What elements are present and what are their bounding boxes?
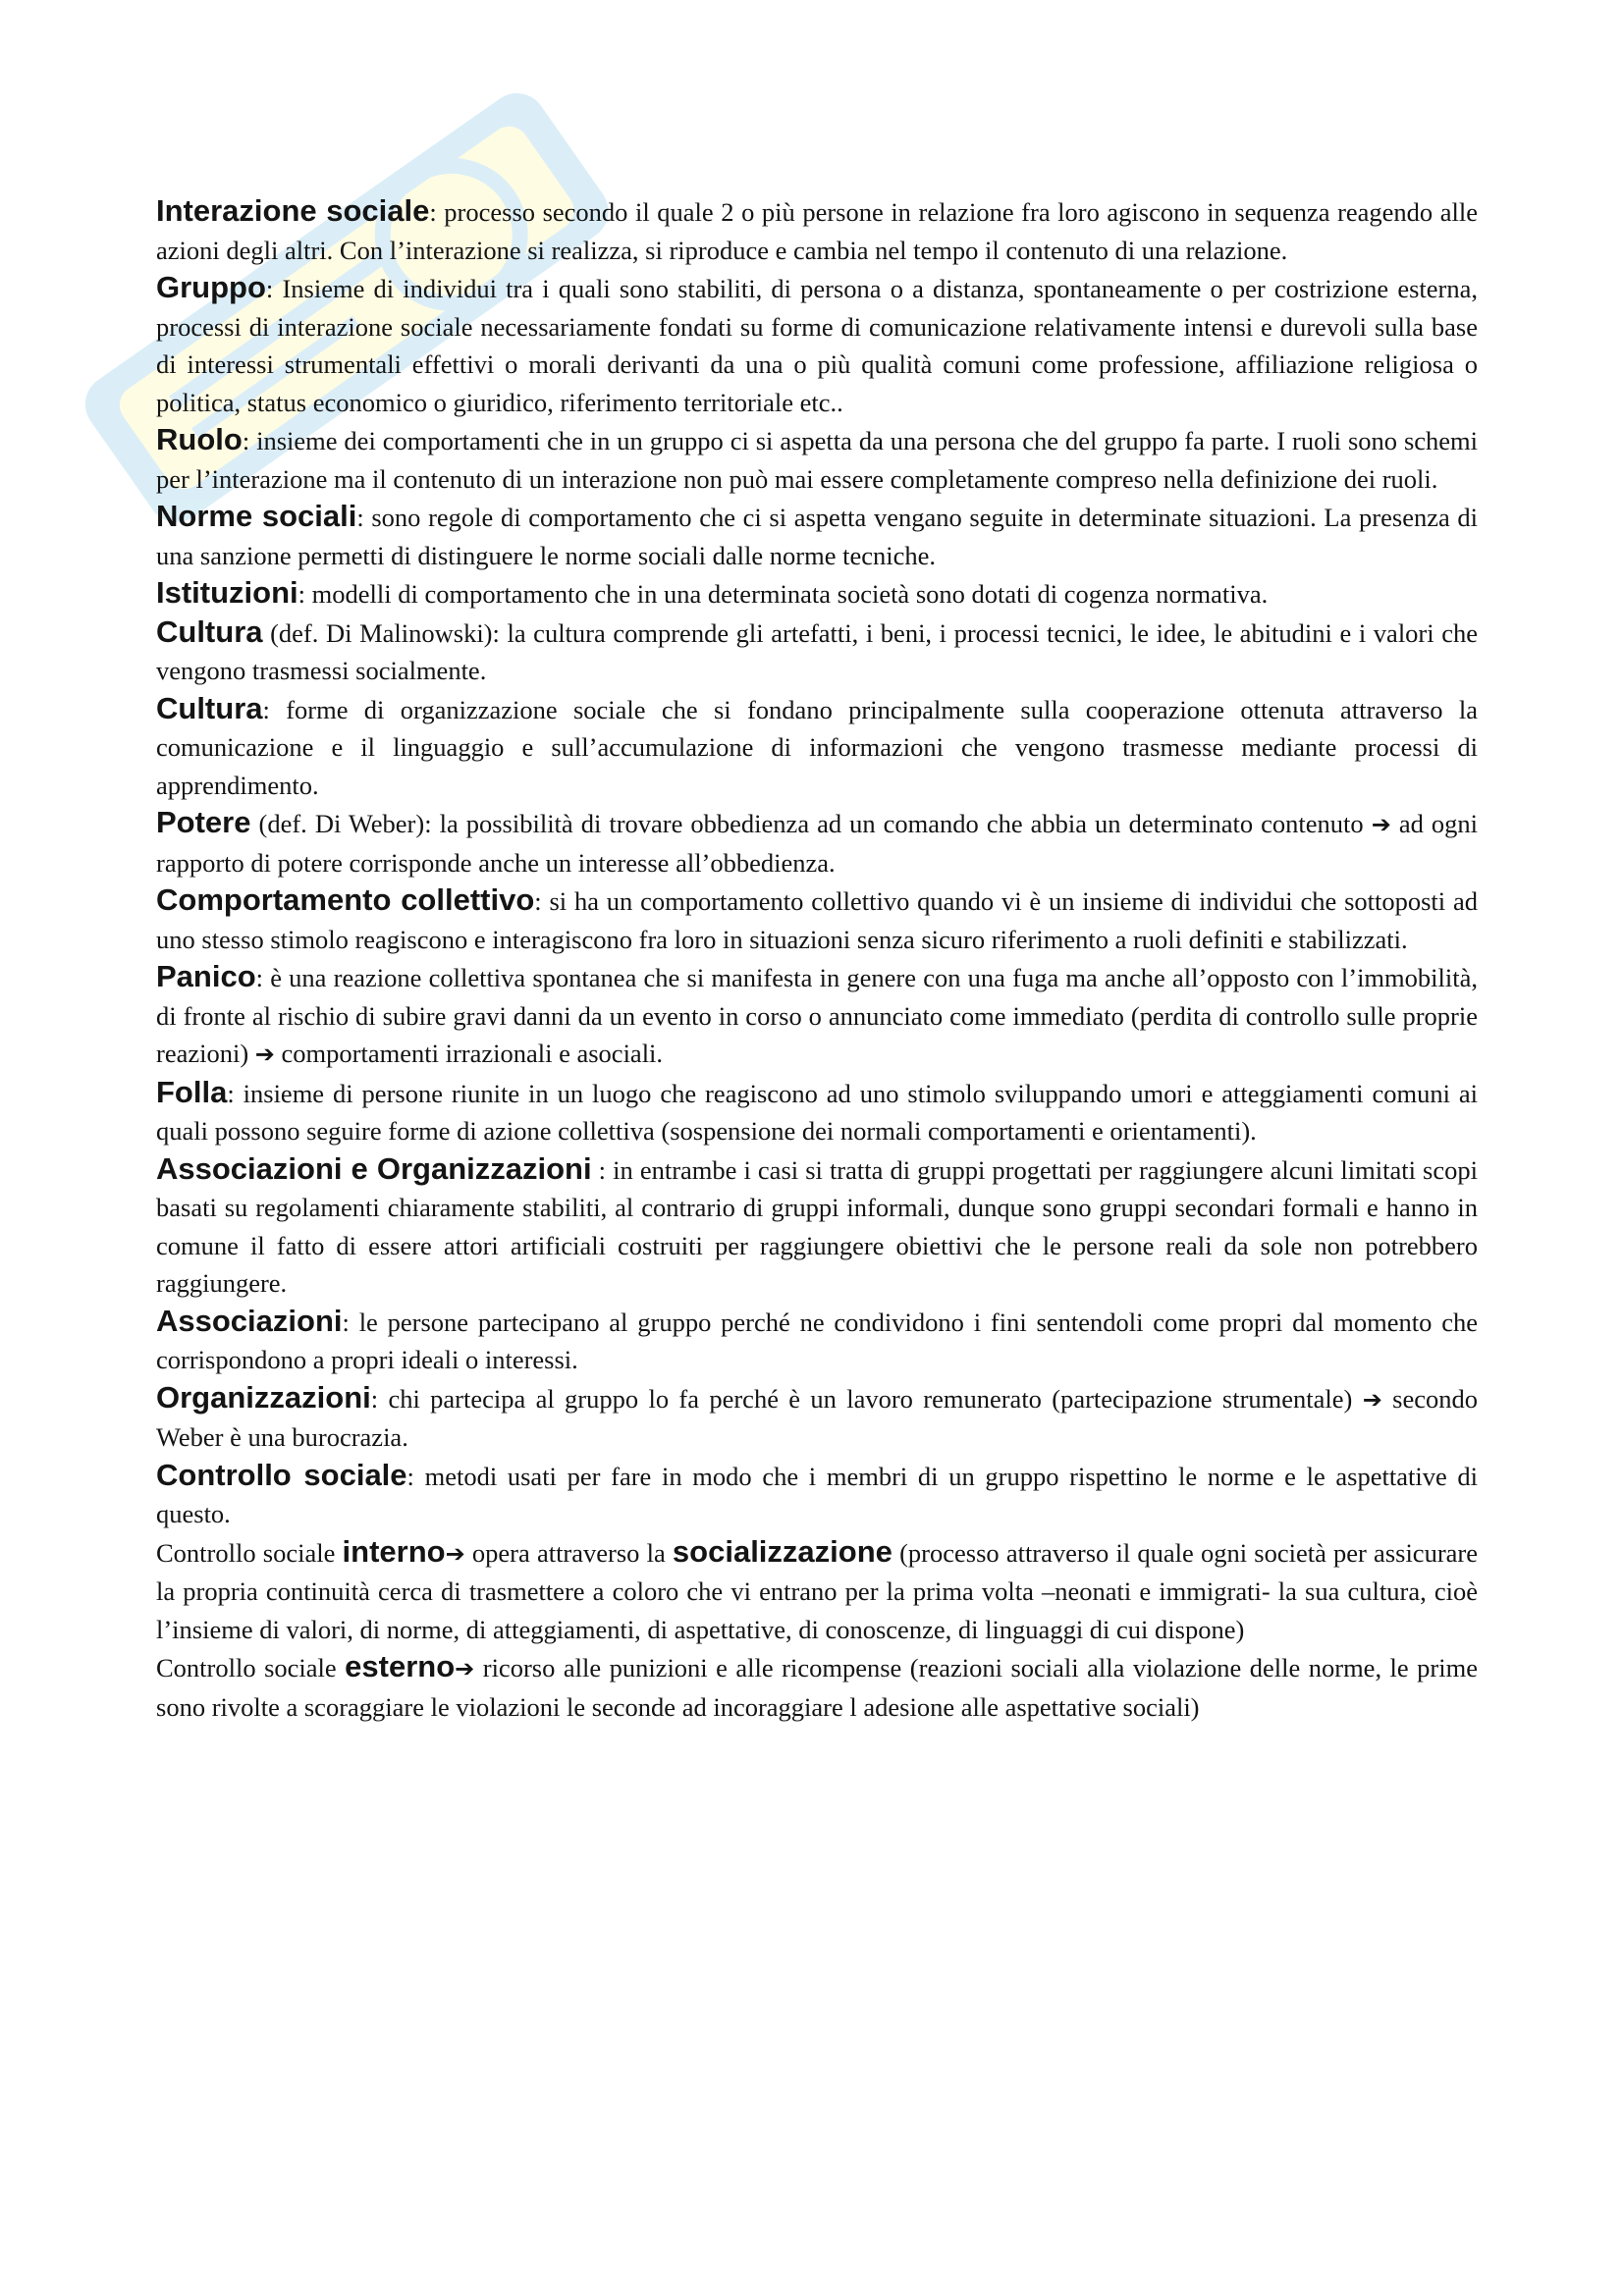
- term: Controllo sociale: [156, 1457, 407, 1492]
- term: Cultura: [156, 690, 263, 725]
- arrow-right-icon: ➔: [254, 1041, 275, 1068]
- definition-text-continued: comportamenti irrazionali e asociali.: [274, 1039, 664, 1068]
- definition-text: : metodi usati per fare in modo che i membri di un gruppo rispettino le norme e le aspettative di questo.: [156, 1461, 1478, 1528]
- definition-text-continued: (processo attraverso il quale ogni società per assicurare la propria continuità cerca di trasmettere a coloro che vi entrano per la prima volta –neonati e immigrati- la sua cultura, cioè l’insieme di valori, di norme, di atteggiamenti, di aspettative, di conoscenze, di linguaggi di cui dispone): [156, 1537, 1478, 1644]
- definition-associazioni: [156, 1303, 1478, 1379]
- arrow-right-icon: ➔: [455, 1655, 475, 1682]
- document-body: [156, 192, 1478, 1726]
- definition-norme-sociali: [156, 498, 1478, 574]
- definition-text: : si ha un comportamento collettivo quando vi è un insieme di individui che sottoposti ad uno stesso stimolo reagiscono e interagiscono fra loro in situazioni senza sicuro riferimento a ruoli definiti e stabilizzati.: [156, 886, 1478, 954]
- arrow-right-icon: ➔: [1362, 1385, 1382, 1414]
- term: Organizzazioni: [156, 1379, 371, 1415]
- definition-text: : le persone partecipano al gruppo perché ne condividono i fini sentendoli come propri dal momento che corrispondono a propri ideali o interessi.: [156, 1307, 1478, 1374]
- term: Panico: [156, 959, 256, 993]
- definition-ruolo: [156, 421, 1478, 498]
- definition-text: : insieme di persone riunite in un luogo che reagiscono ad uno stimolo sviluppando umori e atteggiamenti comuni ai quali possono seguire forme di azione collettiva (sospensione dei normali comportamenti e orientamenti).: [156, 1078, 1478, 1146]
- definition-text: : forme di organizzazione sociale che si fondano principalmente sulla cooperazione ottenuta attraverso la comunicazione e il linguaggio e sull’accumulazione di informazioni che vengono trasmesse mediante processi di apprendimento.: [156, 694, 1478, 800]
- term: Cultura: [156, 614, 263, 649]
- definition-text: : insieme dei comportamenti che in un gruppo ci si aspetta da una persona che del gruppo fa parte. I ruoli sono schemi per l’interazione ma il contenuto di un interazione non può mai essere completamente compreso nella definizione dei ruoli.: [156, 426, 1478, 494]
- term: esterno: [345, 1649, 456, 1683]
- definition-controllo-interno: [156, 1533, 1478, 1649]
- definition-text: (def. Di Weber): la possibilità di trovare obbedienza ad un comando che abbia un determinato contenuto: [250, 809, 1364, 838]
- definition-gruppo: [156, 269, 1478, 421]
- definition-text: : è una reazione collettiva spontanea che si manifesta in genere con una fuga ma anche all’opposto con l’immobilità, di fronte al rischio di subire gravi danni da un evento in corso o annunciato come immediato (perdita di controllo sulle proprie reazioni): [156, 963, 1478, 1068]
- definition-istituzioni: [156, 574, 1478, 614]
- definition-text-continued: ad ogni rapporto di potere corrisponde anche un interesse all’obbedienza.: [156, 809, 1478, 878]
- definition-controllo-sociale: [156, 1457, 1478, 1533]
- term: interno: [342, 1533, 446, 1569]
- definition-prefix: Controllo sociale: [156, 1537, 343, 1568]
- definition-panico: [156, 958, 1478, 1074]
- definition-text-continued: secondo Weber è una burocrazia.: [156, 1383, 1479, 1452]
- term: Folla: [156, 1074, 228, 1109]
- definition-associazioni-organizzazioni: [156, 1150, 1478, 1303]
- definition-text: : in entrambe i casi si tratta di gruppi progettati per raggiungere alcuni limitati scopi basati su regolamenti chiaramente stabiliti, al contrario di gruppi informali, dunque sono gruppi secondari formali e hanno in comune il fatto di essere attori artificiali costruiti per raggiungere obiettivi che le persone reali da sole non potrebbero raggiungere.: [156, 1154, 1478, 1298]
- term: Comportamento collettivo: [156, 882, 535, 917]
- definition-cultura: [156, 690, 1478, 805]
- definition-text: : modelli di comportamento che in una determinata società sono dotati di cogenza normativa.: [298, 579, 1269, 609]
- arrow-right-icon: ➔: [1371, 811, 1391, 838]
- definition-text: : Insieme di individui tra i quali sono stabiliti, di persona o a distanza, spontaneamente o per costrizione esterna, processi di interazione sociale necessariamente fondati su forme di comunicazione relativamente intensi e durevoli sulla base di interessi strumentali effettivi o morali derivanti da una o più qualità comuni come professione, affiliazione religiosa o politica, status economico o giuridico, riferimento territoriale etc..: [156, 274, 1478, 417]
- definition-text: : sono regole di comportamento che ci si aspetta vengano seguite in determinate situazioni. La presenza di una sanzione permetti di distinguere le norme sociali dalle norme tecniche.: [156, 503, 1478, 570]
- definition-comportamento-collettivo: [156, 881, 1478, 958]
- definition-interazione-sociale: [156, 192, 1478, 269]
- definition-cultura-malinowski: [156, 614, 1478, 690]
- term: Istituzioni: [156, 575, 298, 610]
- term: Gruppo: [156, 270, 266, 304]
- term: Interazione sociale: [156, 193, 430, 228]
- term: socializzazione: [672, 1533, 893, 1569]
- definition-folla: [156, 1074, 1478, 1150]
- definition-text: : processo secondo il quale 2 o più persone in relazione fra loro agiscono in sequenza reagendo alle azioni degli altri. Con l’interazione si realizza, si riproduce e cambia nel tempo il contenuto di una relazione.: [156, 197, 1478, 265]
- definition-potere: [156, 804, 1478, 881]
- arrow-right-icon: ➔: [445, 1539, 465, 1568]
- term: Associazioni: [156, 1303, 343, 1338]
- definition-controllo-esterno: [156, 1648, 1478, 1726]
- definition-organizzazioni: [156, 1379, 1478, 1457]
- definition-text: opera attraverso la: [464, 1537, 673, 1568]
- definition-text: : chi partecipa al gruppo lo fa perché è un lavoro remunerato (partecipazione strumentale): [370, 1383, 1353, 1414]
- definition-text: ricorso alle punizioni e alle ricompense (reazioni sociali alla violazione delle norme, le prime sono rivolte a scoraggiare le violazioni le seconde ad incoraggiare l adesione alle aspettative sociali): [156, 1653, 1478, 1722]
- term: Associazioni e Organizzazioni: [156, 1150, 592, 1186]
- definition-text: (def. Di Malinowski): la cultura comprende gli artefatti, i beni, i processi tecnici, le idee, le abitudini e i valori che vengono trasmessi socialmente.: [156, 617, 1478, 685]
- definition-prefix: Controllo sociale: [156, 1653, 346, 1682]
- term: Potere: [156, 805, 251, 839]
- term: Ruolo: [156, 422, 243, 456]
- term: Norme sociali: [156, 499, 357, 533]
